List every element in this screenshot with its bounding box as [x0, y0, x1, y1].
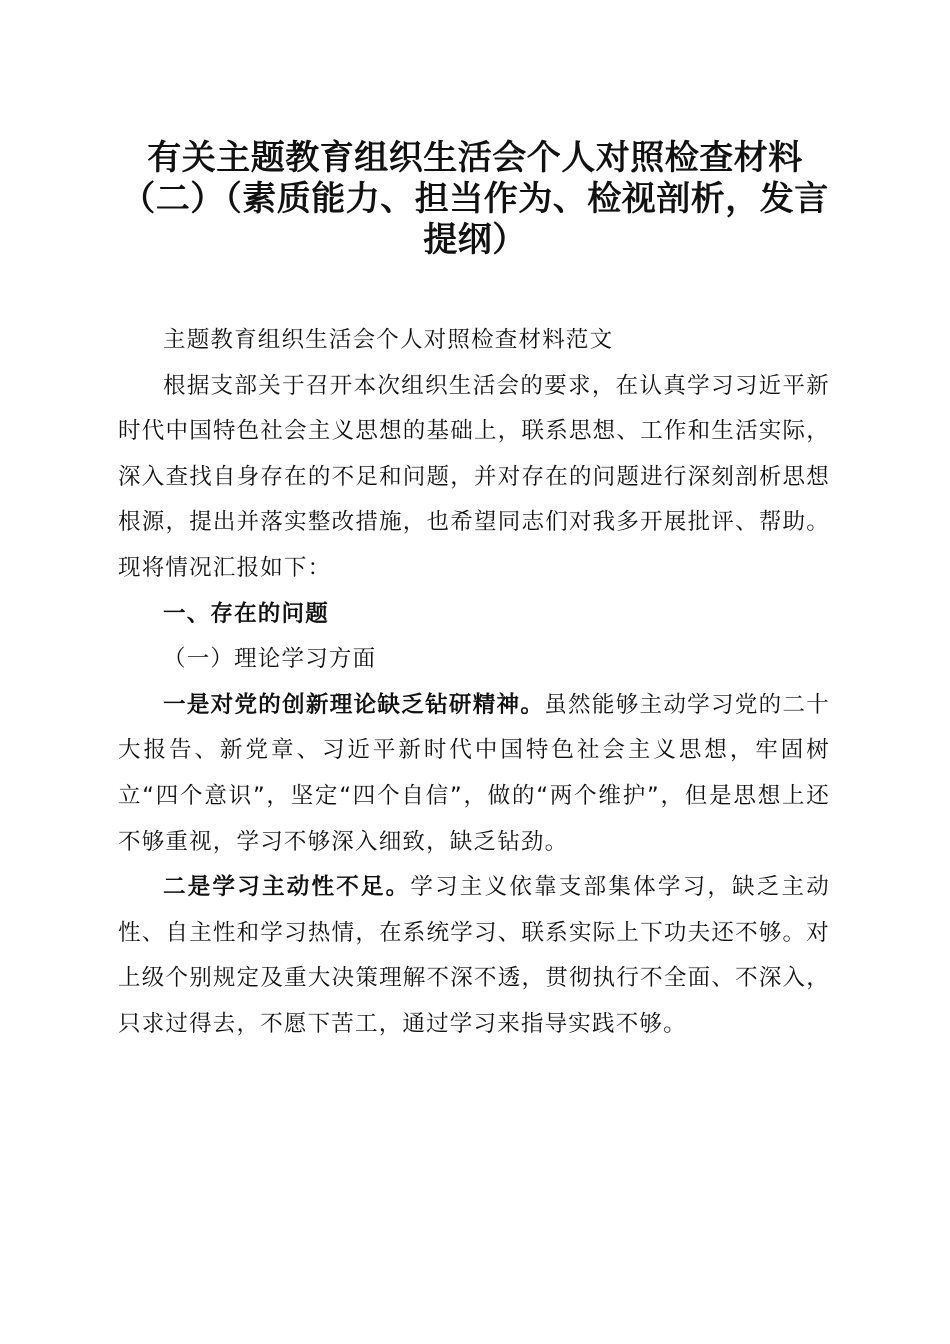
section-heading-problems: 一、存在的问题 — [163, 600, 329, 627]
document-subtitle: 主题教育组织生活会个人对照检查材料范文 — [163, 327, 614, 353]
point-paragraph-1 — [118, 683, 830, 865]
point-paragraph-2 — [118, 865, 830, 1047]
intro-paragraph: 根据支部关于召开本次组织生活会的要求，在认真学习习近平新时代中国特色社会主义思想的基础上，联系思想、工作和生活实际，深入查找自身存在的不足和问题，并对存在的问题进行深刻剖析思想根源，提出并落实整改措施，也希望同志们对我多开展批评、帮助。现将情况汇报如下： — [118, 372, 830, 581]
document-title: 有关主题教育组织生活会个人对照检查材料（二）（素质能力、担当作为、检视剖析，发言提纲） — [121, 138, 829, 260]
point-2-lead: 二是学习主动性不足。 — [163, 874, 411, 901]
point-1-lead: 一是对党的创新理论缺乏钻研精神。 — [163, 691, 545, 718]
point-1-text: 虽然能够主动学习党的二十大报告、新党章、习近平新时代中国特色社会主义思想，牢固树立“四个意识”，坚定“四个自信”，做的“两个维护”，但是思想上还不够重视，学习不够深入细致，缺乏钻劲。 — [118, 691, 831, 855]
subsection-heading-theory-study: （一）理论学习方面 — [163, 646, 377, 673]
document-body — [118, 318, 830, 1048]
point-2-text: 学习主义依靠支部集体学习，缺乏主动性、自主性和学习热情，在系统学习、联系实际上下功夫还不够。对上级个别规定及重大决策理解不深不透，贯彻执行不全面、不深入，只求过得去，不愿下苦工，通过学习来指导实践不够。 — [118, 874, 830, 1037]
